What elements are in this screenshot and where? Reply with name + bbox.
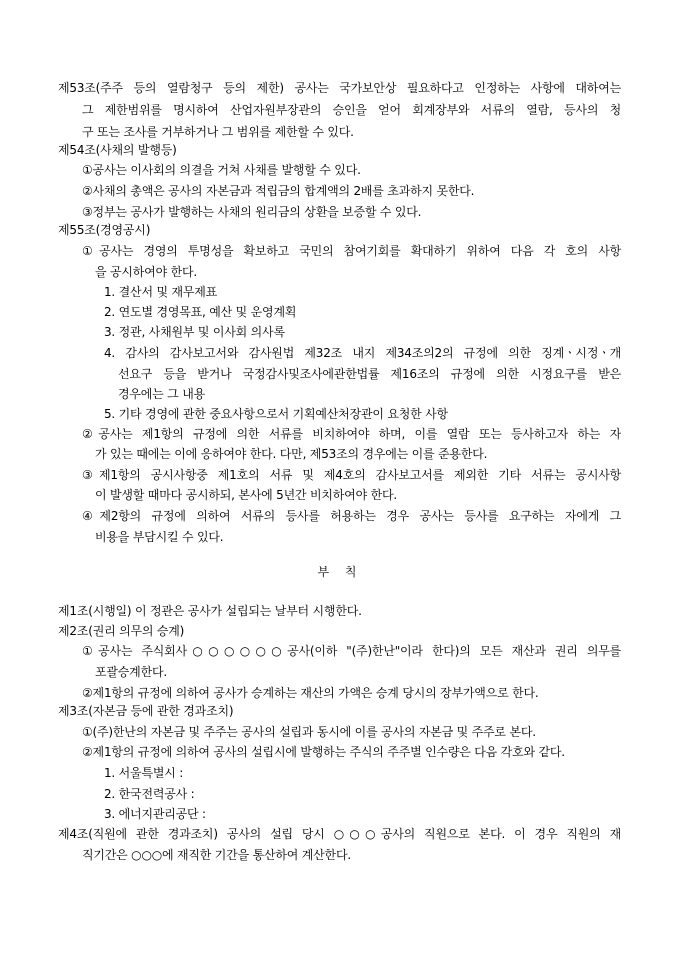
article-55-item-2: 2. 연도별 경영목표, 예산 및 운영계획: [104, 305, 297, 319]
addenda-article-4-line-2: 직기간은 ○○○에 재직한 기간을 통산하여 계산한다.: [82, 848, 351, 862]
article-55-item-4-line-1: 4. 감사의 감사보고서와 감사원법 제32조 내지 제34조의2의 규정에 의한 징계ㆍ시정ㆍ개: [104, 346, 621, 360]
article-55-item-4-line-2: 선요구 등을 받거나 국정감사및조사에관한법률 제16조의 규정에 의한 시정요구를 받은: [118, 367, 621, 381]
article-55-item-4-line-3: 경우에는 그 내용: [118, 387, 205, 401]
addenda-article-4-line-1: 제4조(직원에 관한 경과조치) 공사의 설립 당시 ○○○공사의 직원으로 본다. 이 경우 직원의 재: [58, 827, 621, 841]
article-55-paragraph-2-line-1: ②공사는 제1항의 규정에 의한 서류를 비치하여야 하며, 이를 열람 또는 등사하고자 하는 자: [82, 427, 621, 441]
article-55-paragraph-1-line-2: 을 공시하여야 한다.: [95, 265, 197, 279]
article-55-paragraph-3-line-1: ③제1항의 공시사항중 제1호의 서류 및 제4호의 감사보고서를 제외한 기타 서류는 공시사항: [82, 468, 621, 482]
article-53-line-3: 구 또는 조사를 거부하거나 그 범위를 제한할 수 있다.: [82, 125, 354, 139]
article-55-paragraph-3-line-2: 이 발생할 때마다 공시하되, 본사에 5년간 비치하여야 한다.: [95, 488, 397, 502]
addenda-article-1: 제1조(시행일) 이 정관은 공사가 설립되는 날부터 시행한다.: [58, 604, 362, 618]
addenda-article-3-item-3: 3. 에너지관리공단 :: [104, 807, 206, 821]
article-55-paragraph-2-line-2: 가 있는 때에는 이에 응하여야 한다. 다만, 제53조의 경우에는 이를 준용한다.: [95, 447, 488, 461]
article-55-paragraph-4-line-1: ④제2항의 규정에 의하여 서류의 등사를 허용하는 경우 공사는 등사를 요구하는 자에게 그: [82, 509, 621, 523]
addenda-article-3-item-2: 2. 한국전력공사 :: [104, 787, 195, 801]
article-54-paragraph-1: ①공사는 이사회의 의결을 거쳐 사채를 발행할 수 있다.: [82, 163, 361, 177]
article-55-item-1: 1. 결산서 및 재무제표: [104, 285, 218, 299]
article-54-paragraph-3: ③정부는 공사가 발행하는 사채의 원리금의 상환을 보증할 수 있다.: [82, 205, 422, 219]
article-54-heading: 제54조(사채의 발행등): [58, 143, 177, 157]
addenda-article-3-paragraph-2: ②제1항의 규정에 의하여 공사의 설립시에 발행하는 주식의 주주별 인수량은 다음 각호와 같다.: [82, 745, 565, 759]
addenda-article-2-paragraph-1-line-2: 포괄승계한다.: [95, 665, 167, 679]
addenda-article-3-heading: 제3조(자본금 등에 관한 경과조치): [58, 704, 234, 718]
article-55-paragraph-4-line-2: 비용을 부담시킬 수 있다.: [95, 530, 224, 544]
addenda-article-2-paragraph-1-line-1: ①공사는 주식회사○○○○○○공사(이하 "(주)한난"이라 한다)의 모든 재산과 권리 의무를: [82, 644, 621, 658]
article-53-line-1: 제53조(주주 등의 열람청구 등의 제한) 공사는 국가보안상 필요하다고 인정하는 사항에 대하여는: [58, 81, 621, 95]
addenda-article-3-item-1: 1. 서울특별시 :: [104, 766, 184, 780]
addenda-article-2-paragraph-2: ②제1항의 규정에 의하여 공사가 승계하는 재산의 가액은 승계 당시의 장부가액으로 한다.: [82, 686, 539, 700]
article-55-item-5: 5. 기타 경영에 관한 중요사항으로서 기획예산처장관이 요청한 사항: [104, 407, 448, 421]
article-55-heading: 제55조(경영공시): [58, 223, 151, 237]
article-55-paragraph-1-line-1: ①공사는 경영의 투명성을 확보하고 국민의 참여기회를 확대하기 위하여 다음 각 호의 사항: [82, 244, 621, 258]
article-53-line-2: 그 제한범위를 명시하여 산업자원부장관의 승인을 얻어 회계장부와 서류의 열람, 등사의 청: [82, 103, 621, 117]
article-54-paragraph-2: ②사채의 총액은 공사의 자본금과 적립금의 합계액의 2배를 초과하지 못한다.: [82, 184, 475, 198]
article-55-item-3: 3. 정관, 사채원부 및 이사회 의사록: [104, 325, 285, 339]
addenda-article-2-heading: 제2조(권리 의무의 승계): [58, 624, 185, 638]
addenda-article-3-paragraph-1: ①(주)한난의 자본금 및 주주는 공사의 설립과 동시에 이를 공사의 자본금 및 주주로 본다.: [82, 725, 536, 739]
addenda-title: 부 칙: [317, 565, 363, 579]
